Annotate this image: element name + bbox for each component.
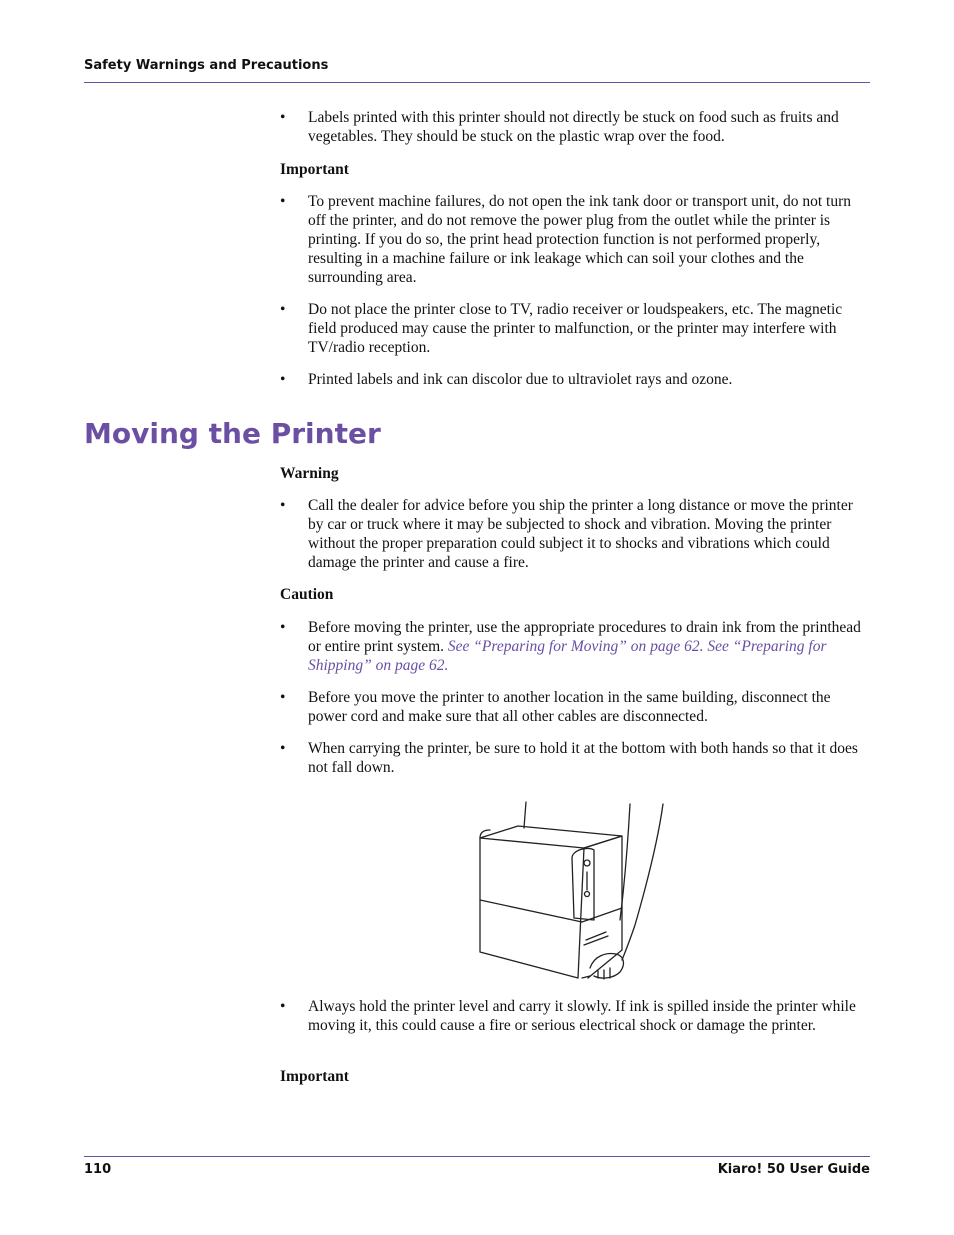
- warning-label: Warning: [280, 465, 339, 482]
- header-rule: [84, 82, 870, 83]
- section-title: Moving the Printer: [84, 417, 381, 450]
- list-item: [280, 997, 870, 1035]
- list-item: [280, 192, 870, 287]
- bullet-text: Before you move the printer to another location in the same building, disconnect the power cord and make sure that all other cables are disconnected.: [308, 689, 831, 725]
- bullet-dot: •: [280, 301, 286, 318]
- printer-carrying-illustration: [470, 800, 680, 985]
- caution-bullet-3: [280, 739, 870, 777]
- cross-reference-link[interactable]: See “Preparing for Moving” on page 62. See “Preparing for Shipping” on page 62.: [308, 638, 827, 674]
- bullet-text: Do not place the printer close to TV, radio receiver or loudspeakers, etc. The magnetic field produced may cause the printer to malfunction, or the printer may interfere with TV/radio reception.: [308, 301, 843, 356]
- bullet-text: Labels printed with this printer should not directly be stuck on food such as fruits and vegetables. They should be stuck on the plastic wrap over the food.: [308, 109, 839, 145]
- warning-bullet: [280, 496, 870, 572]
- caution-label: Caution: [280, 586, 334, 603]
- list-item: [280, 618, 870, 675]
- list-item: [280, 496, 870, 572]
- list-item: [280, 370, 870, 389]
- guide-title: Kiaro! 50 User Guide: [717, 1162, 870, 1177]
- bullet-text: Printed labels and ink can discolor due to ultraviolet rays and ozone.: [308, 371, 733, 388]
- after-figure-bullet: [280, 997, 870, 1035]
- bullet-dot: •: [280, 998, 286, 1015]
- important-label-2: Important: [280, 1068, 349, 1085]
- running-header: Safety Warnings and Precautions: [84, 58, 329, 73]
- bullet-text: Call the dealer for advice before you ship the printer a long distance or move the printer by car or truck where it may be subjected to shock and vibration. Moving the printer without the proper preparation could subject it to shocks and vibrations which could damage the printer and cause a fire.: [308, 497, 853, 571]
- important-bullet-2: [280, 300, 870, 357]
- bullet-text: Before moving the printer, use the appropriate procedures to drain ink from the printhead or entire print system.: [308, 619, 861, 655]
- list-item: [280, 108, 870, 146]
- important-bullet-1: [280, 192, 870, 287]
- list-item: [280, 688, 870, 726]
- bullet-text: When carrying the printer, be sure to hold it at the bottom with both hands so that it does not fall down.: [308, 740, 858, 776]
- footer-rule: [84, 1156, 870, 1157]
- caution-bullet-1: [280, 618, 870, 675]
- caution-bullet-2: [280, 688, 870, 726]
- bullet-dot: •: [280, 619, 286, 636]
- bullet-text: Always hold the printer level and carry it slowly. If ink is spilled inside the printer while moving it, this could cause a fire or serious electrical shock or damage the printer.: [308, 998, 856, 1034]
- list-item: [280, 300, 870, 357]
- bullet-dot: •: [280, 497, 286, 514]
- bullet-dot: •: [280, 371, 286, 388]
- food-bullet: [280, 108, 870, 146]
- bullet-dot: •: [280, 689, 286, 706]
- bullet-text: To prevent machine failures, do not open the ink tank door or transport unit, do not turn off the printer, and do not remove the power plug from the outlet while the printer is printing. If you do so, the print head protection function is not performed properly, resulting in a machine failure or ink leakage which can soil your clothes and the surrounding area.: [308, 193, 852, 286]
- bullet-dot: •: [280, 193, 286, 210]
- list-item: [280, 739, 870, 777]
- important-bullet-3: [280, 370, 870, 389]
- page-number: 110: [84, 1162, 112, 1177]
- bullet-dot: •: [280, 740, 286, 757]
- important-label: Important: [280, 161, 349, 178]
- bullet-dot: •: [280, 109, 286, 126]
